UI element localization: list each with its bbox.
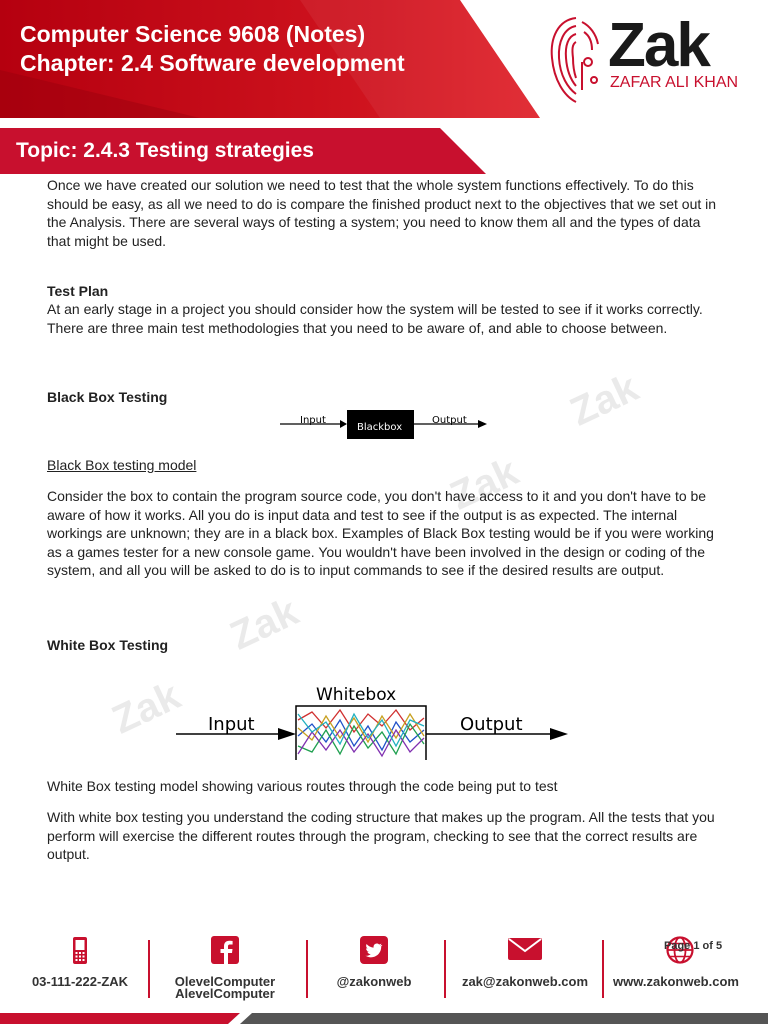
blackbox-caption: Black Box testing model [47,457,197,473]
zak-logo [546,8,756,108]
whitebox-input-label: Input [208,714,255,735]
watermark-logo: Zak [563,365,645,435]
whitebox-output-arrowhead [550,728,568,740]
whitebox-output-label: Output [460,714,523,735]
title-line-1: Computer Science 9608 (Notes) [20,21,366,47]
whitebox-input-arrowhead [278,728,296,740]
logo-subtitle: ZAFAR ALI KHAN [610,74,739,91]
footer-divider [148,940,150,998]
input-arrowhead [340,420,347,428]
email-icon [508,936,542,962]
watermark-logo: Zak [223,589,305,659]
footer-phone[interactable] [20,936,140,988]
page-label: Page [664,940,691,952]
whitebox-title: Whitebox [316,685,397,705]
whitebox-caption: White Box testing model showing various routes through the code being put to test [47,778,558,794]
page-number [664,940,722,952]
document-title [20,20,405,78]
email-address: zak@zakonweb.com [461,974,589,989]
page-footer [0,928,768,1024]
blackbox-paragraph: Consider the box to contain the program source code, you don't have access to it and you don't have to be aware of how it works. All you do is input data and test to see if the output is as expected. The internal workings are unknown; they are in a black box. Examples of Black Box testing would be if you were working as a games tester for a new console game. You wouldn't have been involved in the design or coding of the system, and all you will be asked to do is to input commands to see if the desired results are output. [47,488,714,578]
blackbox-box-label: Blackbox [357,422,403,433]
title-line-2: Chapter: 2.4 Software development [20,50,405,76]
footer-facebook[interactable] [160,936,290,1000]
logo-wordmark: Zak [608,11,709,80]
twitter-handle: @zakonweb [336,974,412,989]
test-plan-heading: Test Plan [47,283,109,299]
phone-number: 03-111-222-ZAK [31,974,129,989]
page-current: 1 [693,940,700,952]
twitter-icon [360,936,388,964]
test-plan-paragraph: At an early stage in a project you should consider how the system will be tested to see if it works correctly. There are three main test methodologies that you need to be aware of, and able to choose between. [47,301,703,336]
whitebox-paragraph: With white box testing you understand the coding structure that makes up the program. All the tests that you perform will exercise the different routes through the program, checking to see that the correct results are output. [47,809,715,862]
whitebox-diagram [172,680,572,760]
blackbox-input-label: Input [300,415,326,426]
output-arrowhead [478,420,487,428]
footer-divider [444,940,446,998]
website-url: www.zakonweb.com [613,974,739,989]
facebook-page-1: OlevelComputer [174,974,276,989]
watermark-logo: Zak [105,673,187,743]
blackbox-diagram [280,406,492,442]
footer-email[interactable] [452,936,598,988]
phone-icon [70,936,90,966]
footer-divider [602,940,604,998]
footer-twitter[interactable] [318,936,430,988]
watermark-logo: Zak [443,449,525,519]
blackbox-heading: Black Box Testing [47,389,168,405]
footer-divider [306,940,308,998]
page-of: of [702,940,713,952]
topic-title: Topic: 2.4.3 Testing strategies [16,139,314,162]
whitebox-heading: White Box Testing [47,637,169,653]
facebook-icon [211,936,239,964]
intro-paragraph: Once we have created our solution we need to test that the whole system functions effectively. To do this should be easy, as all we need to do is compare the finished product next to the objectives that we set out in the Analysis. There are several ways of testing a system; you need to know them all and the types of data that might be used. [47,177,717,249]
page-total: 5 [716,940,723,952]
page-header [0,0,768,120]
facebook-page-2: AlevelComputer [175,986,275,1001]
fingerprint-icon [546,10,606,106]
blackbox-output-label: Output [432,415,467,426]
footer-stripe [0,1013,768,1024]
